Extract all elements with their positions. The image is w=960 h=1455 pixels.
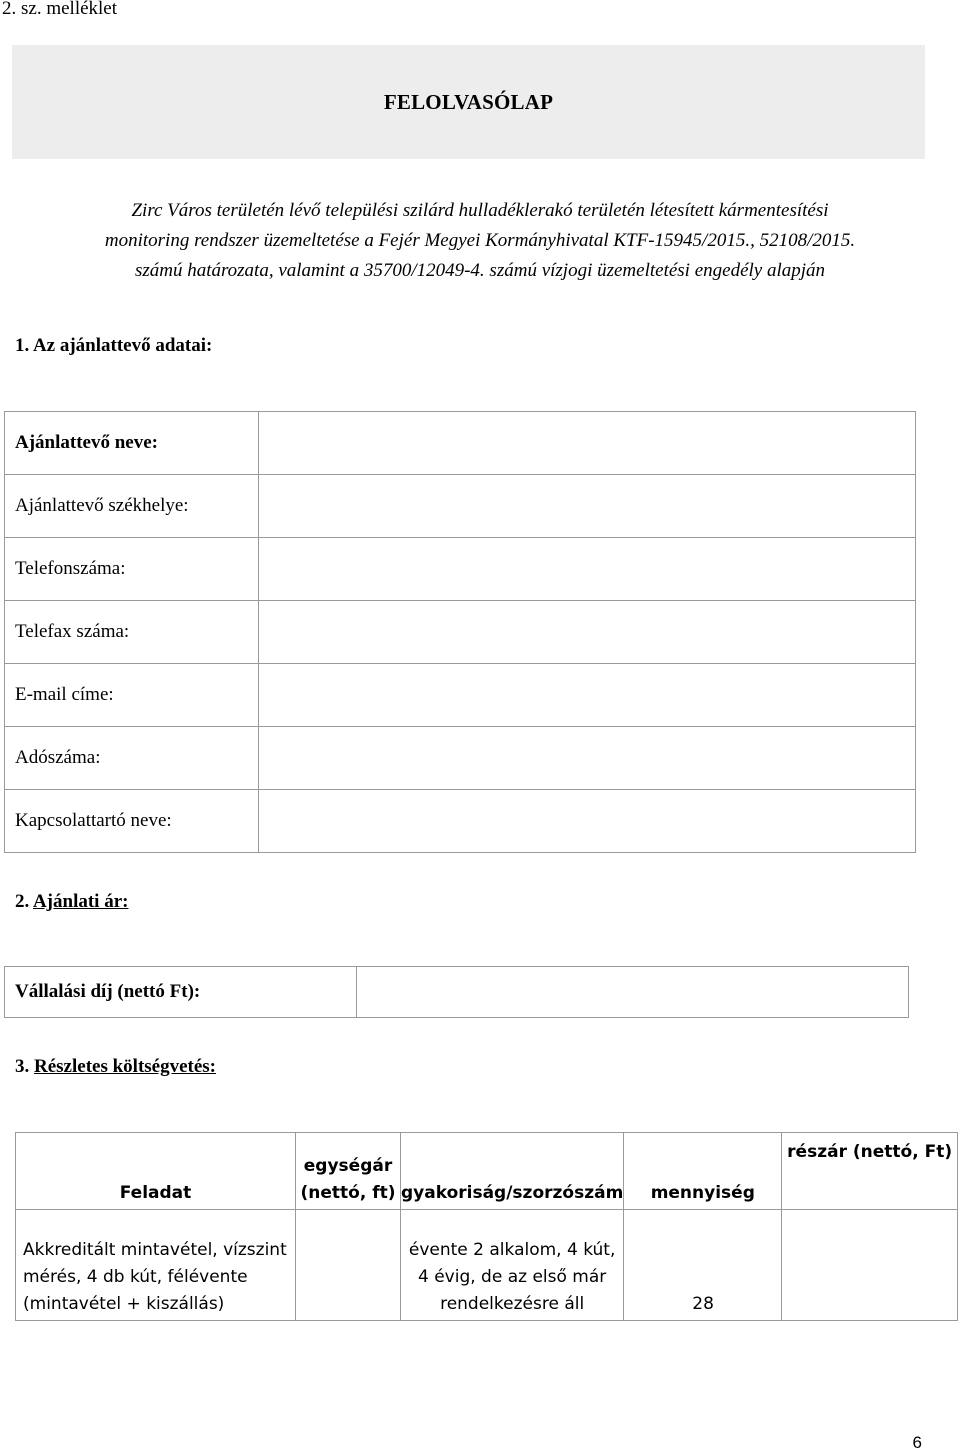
budget-table xyxy=(15,1132,958,1321)
task-cell: Akkreditált mintavétel, vízszint mérés, 4 db kút, félévente (mintavétel + kiszállás) xyxy=(16,1210,296,1321)
quantity-cell: 28 xyxy=(624,1210,782,1321)
annex-label: 2. sz. melléklet xyxy=(2,0,118,19)
title-banner xyxy=(12,45,925,159)
table-row xyxy=(5,790,916,853)
phone-field[interactable] xyxy=(259,538,916,601)
fax-field[interactable] xyxy=(259,601,916,664)
contact-name-label: Kapcsolattartó neve: xyxy=(5,790,259,853)
table-row xyxy=(5,601,916,664)
col-header-subtotal: részár (nettó, Ft) xyxy=(782,1133,958,1210)
phone-label: Telefonszáma: xyxy=(5,538,259,601)
col-header-quantity: mennyiség xyxy=(624,1133,782,1210)
page-number: 6 xyxy=(912,1433,922,1452)
table-row xyxy=(5,727,916,790)
subject-line: monitoring rendszer üzemeltetése a Fejér Megyei Kormányhivatal KTF-15945/2015., 52108/2015. xyxy=(104,230,856,251)
table-row xyxy=(5,475,916,538)
table-row xyxy=(5,412,916,475)
table-row xyxy=(5,538,916,601)
contact-name-field[interactable] xyxy=(259,790,916,853)
tax-number-field[interactable] xyxy=(259,727,916,790)
tax-number-label: Adószáma: xyxy=(5,727,259,790)
col-header-frequency: gyakoriság/szorzószám xyxy=(401,1133,624,1210)
section1-heading: 1. Az ajánlattevő adatai: xyxy=(15,335,213,356)
subject-text xyxy=(20,196,940,286)
fee-field[interactable] xyxy=(357,967,909,1018)
fax-label: Telefax száma: xyxy=(5,601,259,664)
bidder-name-field[interactable] xyxy=(259,412,916,475)
bidder-name-label: Ajánlattevő neve: xyxy=(5,412,259,475)
price-table xyxy=(4,966,909,1018)
section2-heading: 2. Ajánlati ár: xyxy=(15,891,129,912)
col-header-unit-price: egységár (nettó, ft) xyxy=(296,1133,401,1210)
email-label: E-mail címe: xyxy=(5,664,259,727)
subtotal-cell[interactable] xyxy=(782,1210,958,1321)
col-header-task: Feladat xyxy=(16,1133,296,1210)
subject-line: számú határozata, valamint a 35700/12049-4. számú vízjogi üzemeltetési engedély alapján xyxy=(134,260,826,281)
page-title: FELOLVASÓLAP xyxy=(383,89,554,114)
bidder-seat-field[interactable] xyxy=(259,475,916,538)
bidder-data-table xyxy=(4,411,916,853)
unit-price-cell[interactable] xyxy=(296,1210,401,1321)
email-field[interactable] xyxy=(259,664,916,727)
frequency-cell: évente 2 alkalom, 4 kút, 4 évig, de az első már rendelkezésre áll xyxy=(401,1210,624,1321)
table-row xyxy=(16,1210,958,1321)
subject-line: Zirc Város területén lévő települési szilárd hulladéklerakó területén létesített kármentesítési xyxy=(131,200,829,221)
fee-label: Vállalási díj (nettó Ft): xyxy=(5,967,357,1018)
table-row xyxy=(5,967,909,1018)
table-row xyxy=(5,664,916,727)
bidder-seat-label: Ajánlattevő székhelye: xyxy=(5,475,259,538)
table-header-row xyxy=(16,1133,958,1210)
section3-heading: 3. Részletes költségvetés: xyxy=(15,1056,217,1077)
